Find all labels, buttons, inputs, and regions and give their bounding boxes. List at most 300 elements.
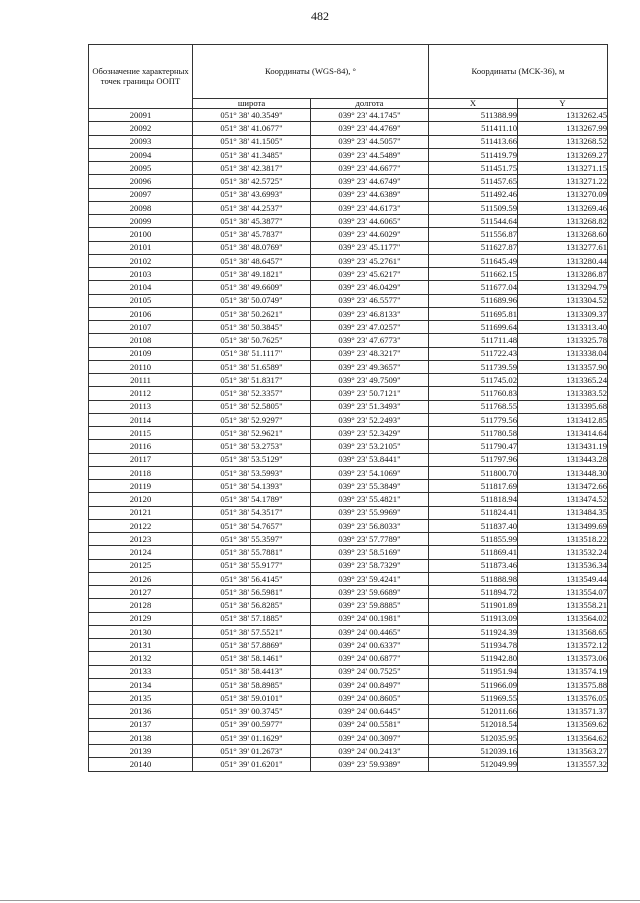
latitude-cell: 051° 38' 45.7837": [193, 228, 311, 241]
longitude-cell: 039° 23' 44.1745": [311, 109, 429, 122]
longitude-cell: 039° 24' 00.5581": [311, 718, 429, 731]
latitude-cell: 051° 38' 42.5725": [193, 175, 311, 188]
latitude-cell: 051° 39' 01.6201": [193, 758, 311, 771]
y-cell: 1313269.46: [518, 201, 608, 214]
longitude-cell: 039° 23' 52.3429": [311, 427, 429, 440]
y-cell: 1313280.44: [518, 254, 608, 267]
longitude-cell: 039° 23' 54.1069": [311, 466, 429, 479]
y-cell: 1313576.05: [518, 692, 608, 705]
longitude-cell: 039° 23' 47.6773": [311, 334, 429, 347]
point-id-cell: 20126: [89, 572, 193, 585]
table-row: [89, 559, 608, 572]
latitude-cell: 051° 38' 48.6457": [193, 254, 311, 267]
table-row: [89, 374, 608, 387]
latitude-cell: 051° 38' 52.5805": [193, 400, 311, 413]
latitude-cell: 051° 38' 52.9297": [193, 413, 311, 426]
table-row: [89, 466, 608, 479]
longitude-cell: 039° 23' 53.2105": [311, 440, 429, 453]
latitude-cell: 051° 38' 48.0769": [193, 241, 311, 254]
y-cell: 1313518.22: [518, 533, 608, 546]
point-id-cell: 20115: [89, 427, 193, 440]
x-cell: 511739.59: [429, 360, 518, 373]
x-cell: 511492.46: [429, 188, 518, 201]
x-cell: 511662.15: [429, 268, 518, 281]
table-row: [89, 612, 608, 625]
header-x: X: [429, 99, 518, 109]
point-id-cell: 20112: [89, 387, 193, 400]
table-row: [89, 321, 608, 334]
longitude-cell: 039° 23' 48.3217": [311, 347, 429, 360]
x-cell: 511413.66: [429, 135, 518, 148]
latitude-cell: 051° 38' 50.3845": [193, 321, 311, 334]
longitude-cell: 039° 23' 58.5169": [311, 546, 429, 559]
point-id-cell: 20137: [89, 718, 193, 731]
x-cell: 511760.83: [429, 387, 518, 400]
longitude-cell: 039° 23' 44.6029": [311, 228, 429, 241]
y-cell: 1313414.64: [518, 427, 608, 440]
longitude-cell: 039° 23' 44.6749": [311, 175, 429, 188]
point-id-cell: 20129: [89, 612, 193, 625]
table-row: [89, 745, 608, 758]
longitude-cell: 039° 23' 55.9969": [311, 506, 429, 519]
y-cell: 1313554.07: [518, 586, 608, 599]
y-cell: 1313294.79: [518, 281, 608, 294]
table-row: [89, 586, 608, 599]
header-latitude: широта: [193, 99, 311, 109]
x-cell: 511924.39: [429, 625, 518, 638]
x-cell: 511800.70: [429, 466, 518, 479]
x-cell: 511645.49: [429, 254, 518, 267]
point-id-cell: 20131: [89, 639, 193, 652]
longitude-cell: 039° 23' 46.5577": [311, 294, 429, 307]
point-id-cell: 20106: [89, 307, 193, 320]
table-row: [89, 241, 608, 254]
x-cell: 511969.55: [429, 692, 518, 705]
table-row: [89, 334, 608, 347]
point-id-cell: 20120: [89, 493, 193, 506]
longitude-cell: 039° 23' 44.6677": [311, 162, 429, 175]
point-id-cell: 20103: [89, 268, 193, 281]
longitude-cell: 039° 23' 44.6173": [311, 201, 429, 214]
point-id-cell: 20136: [89, 705, 193, 718]
header-wgs84: Координаты (WGS-84), °: [193, 45, 429, 99]
x-cell: 511818.94: [429, 493, 518, 506]
longitude-cell: 039° 23' 44.5057": [311, 135, 429, 148]
table-row: [89, 188, 608, 201]
table-row: [89, 533, 608, 546]
x-cell: 511711.48: [429, 334, 518, 347]
point-id-cell: 20104: [89, 281, 193, 294]
longitude-cell: 039° 23' 45.2761": [311, 254, 429, 267]
latitude-cell: 051° 38' 58.8985": [193, 678, 311, 691]
point-id-cell: 20102: [89, 254, 193, 267]
table-row: [89, 201, 608, 214]
longitude-cell: 039° 23' 56.8033": [311, 519, 429, 532]
point-id-cell: 20114: [89, 413, 193, 426]
y-cell: 1313271.15: [518, 162, 608, 175]
latitude-cell: 051° 38' 57.8869": [193, 639, 311, 652]
point-id-cell: 20139: [89, 745, 193, 758]
y-cell: 1313572.12: [518, 639, 608, 652]
x-cell: 512039.16: [429, 745, 518, 758]
longitude-cell: 039° 23' 57.7789": [311, 533, 429, 546]
latitude-cell: 051° 38' 45.3877": [193, 215, 311, 228]
latitude-cell: 051° 38' 54.3517": [193, 506, 311, 519]
y-cell: 1313325.78: [518, 334, 608, 347]
latitude-cell: 051° 38' 58.4413": [193, 665, 311, 678]
y-cell: 1313262.45: [518, 109, 608, 122]
x-cell: 511790.47: [429, 440, 518, 453]
point-id-cell: 20121: [89, 506, 193, 519]
longitude-cell: 039° 23' 49.3657": [311, 360, 429, 373]
table-row: [89, 268, 608, 281]
latitude-cell: 051° 38' 49.1821": [193, 268, 311, 281]
y-cell: 1313383.52: [518, 387, 608, 400]
x-cell: 511457.65: [429, 175, 518, 188]
latitude-cell: 051° 38' 55.3597": [193, 533, 311, 546]
point-id-cell: 20117: [89, 453, 193, 466]
y-cell: 1313365.24: [518, 374, 608, 387]
page-bottom-divider: [0, 900, 640, 901]
latitude-cell: 051° 38' 51.6589": [193, 360, 311, 373]
latitude-cell: 051° 38' 40.3549": [193, 109, 311, 122]
latitude-cell: 051° 38' 57.5521": [193, 625, 311, 638]
y-cell: 1313431.19: [518, 440, 608, 453]
table-row: [89, 572, 608, 585]
x-cell: 511627.87: [429, 241, 518, 254]
header-point-designation: Обозначение характерных точек границы ООПТ: [89, 45, 193, 109]
longitude-cell: 039° 23' 45.6217": [311, 268, 429, 281]
y-cell: 1313269.27: [518, 148, 608, 161]
latitude-cell: 051° 38' 59.0101": [193, 692, 311, 705]
latitude-cell: 051° 38' 50.2621": [193, 307, 311, 320]
longitude-cell: 039° 23' 44.6065": [311, 215, 429, 228]
y-cell: 1313448.30: [518, 466, 608, 479]
x-cell: 511966.09: [429, 678, 518, 691]
y-cell: 1313575.88: [518, 678, 608, 691]
y-cell: 1313412.85: [518, 413, 608, 426]
y-cell: 1313557.32: [518, 758, 608, 771]
y-cell: 1313277.61: [518, 241, 608, 254]
y-cell: 1313573.06: [518, 652, 608, 665]
point-id-cell: 20130: [89, 625, 193, 638]
point-id-cell: 20107: [89, 321, 193, 334]
page-number: 482: [311, 9, 329, 23]
x-cell: 511419.79: [429, 148, 518, 161]
x-cell: 511869.41: [429, 546, 518, 559]
x-cell: 511817.69: [429, 480, 518, 493]
table-row: [89, 387, 608, 400]
x-cell: 511451.75: [429, 162, 518, 175]
latitude-cell: 051° 38' 54.1393": [193, 480, 311, 493]
point-id-cell: 20101: [89, 241, 193, 254]
x-cell: 511837.40: [429, 519, 518, 532]
table-row: [89, 427, 608, 440]
x-cell: 511913.09: [429, 612, 518, 625]
y-cell: 1313484.35: [518, 506, 608, 519]
point-id-cell: 20099: [89, 215, 193, 228]
point-id-cell: 20097: [89, 188, 193, 201]
latitude-cell: 051° 38' 53.2753": [193, 440, 311, 453]
longitude-cell: 039° 23' 44.4769": [311, 122, 429, 135]
point-id-cell: 20092: [89, 122, 193, 135]
table-body: [89, 109, 608, 772]
y-cell: 1313571.37: [518, 705, 608, 718]
table-row: [89, 506, 608, 519]
point-id-cell: 20123: [89, 533, 193, 546]
table-row: [89, 175, 608, 188]
point-id-cell: 20133: [89, 665, 193, 678]
y-cell: 1313472.66: [518, 480, 608, 493]
y-cell: 1313286.87: [518, 268, 608, 281]
y-cell: 1313558.21: [518, 599, 608, 612]
x-cell: 511873.46: [429, 559, 518, 572]
y-cell: 1313313.40: [518, 321, 608, 334]
y-cell: 1313568.65: [518, 625, 608, 638]
longitude-cell: 039° 23' 59.9389": [311, 758, 429, 771]
longitude-cell: 039° 24' 00.6877": [311, 652, 429, 665]
table-row: [89, 307, 608, 320]
y-cell: 1313357.90: [518, 360, 608, 373]
longitude-cell: 039° 23' 58.7329": [311, 559, 429, 572]
point-id-cell: 20111: [89, 374, 193, 387]
latitude-cell: 051° 38' 55.9177": [193, 559, 311, 572]
y-cell: 1313268.82: [518, 215, 608, 228]
longitude-cell: 039° 23' 59.6689": [311, 586, 429, 599]
x-cell: 511689.96: [429, 294, 518, 307]
latitude-cell: 051° 38' 54.1789": [193, 493, 311, 506]
longitude-cell: 039° 24' 00.8497": [311, 678, 429, 691]
y-cell: 1313574.19: [518, 665, 608, 678]
table-row: [89, 400, 608, 413]
point-id-cell: 20091: [89, 109, 193, 122]
longitude-cell: 039° 23' 51.3493": [311, 400, 429, 413]
longitude-cell: 039° 23' 44.5489": [311, 148, 429, 161]
point-id-cell: 20110: [89, 360, 193, 373]
longitude-cell: 039° 23' 53.8441": [311, 453, 429, 466]
latitude-cell: 051° 38' 55.7881": [193, 546, 311, 559]
x-cell: 511722.43: [429, 347, 518, 360]
latitude-cell: 051° 38' 52.3357": [193, 387, 311, 400]
latitude-cell: 051° 38' 53.5993": [193, 466, 311, 479]
latitude-cell: 051° 38' 58.1461": [193, 652, 311, 665]
table-row: [89, 519, 608, 532]
point-id-cell: 20135: [89, 692, 193, 705]
table-row: [89, 135, 608, 148]
x-cell: 511677.04: [429, 281, 518, 294]
x-cell: 511768.55: [429, 400, 518, 413]
x-cell: 511509.59: [429, 201, 518, 214]
x-cell: 511901.89: [429, 599, 518, 612]
point-id-cell: 20105: [89, 294, 193, 307]
header-msk36: Координаты (МСК-36), м: [429, 45, 608, 99]
point-id-cell: 20138: [89, 731, 193, 744]
table-row: [89, 731, 608, 744]
latitude-cell: 051° 38' 41.3485": [193, 148, 311, 161]
table-row: [89, 652, 608, 665]
table-row: [89, 705, 608, 718]
point-id-cell: 20140: [89, 758, 193, 771]
y-cell: 1313564.62: [518, 731, 608, 744]
table-row: [89, 440, 608, 453]
y-cell: 1313563.27: [518, 745, 608, 758]
y-cell: 1313304.52: [518, 294, 608, 307]
point-id-cell: 20118: [89, 466, 193, 479]
latitude-cell: 051° 38' 41.0677": [193, 122, 311, 135]
table-row: [89, 599, 608, 612]
point-id-cell: 20124: [89, 546, 193, 559]
y-cell: 1313536.34: [518, 559, 608, 572]
longitude-cell: 039° 23' 55.3849": [311, 480, 429, 493]
table-row: [89, 758, 608, 771]
table-row: [89, 281, 608, 294]
latitude-cell: 051° 39' 00.5977": [193, 718, 311, 731]
point-id-cell: 20132: [89, 652, 193, 665]
x-cell: 511411.10: [429, 122, 518, 135]
point-id-cell: 20108: [89, 334, 193, 347]
table-row: [89, 678, 608, 691]
latitude-cell: 051° 38' 51.8317": [193, 374, 311, 387]
longitude-cell: 039° 24' 00.7525": [311, 665, 429, 678]
y-cell: 1313532.24: [518, 546, 608, 559]
longitude-cell: 039° 23' 52.2493": [311, 413, 429, 426]
longitude-cell: 039° 23' 49.7509": [311, 374, 429, 387]
table-row: [89, 228, 608, 241]
table-row: [89, 692, 608, 705]
table-row: [89, 453, 608, 466]
x-cell: 511780.58: [429, 427, 518, 440]
longitude-cell: 039° 24' 00.4465": [311, 625, 429, 638]
point-id-cell: 20094: [89, 148, 193, 161]
latitude-cell: 051° 38' 53.5129": [193, 453, 311, 466]
table-row: [89, 639, 608, 652]
point-id-cell: 20095: [89, 162, 193, 175]
table-row: [89, 254, 608, 267]
x-cell: 512049.99: [429, 758, 518, 771]
point-id-cell: 20134: [89, 678, 193, 691]
latitude-cell: 051° 38' 50.0749": [193, 294, 311, 307]
table-row: [89, 162, 608, 175]
x-cell: 511745.02: [429, 374, 518, 387]
point-id-cell: 20128: [89, 599, 193, 612]
longitude-cell: 039° 24' 00.1981": [311, 612, 429, 625]
x-cell: 511894.72: [429, 586, 518, 599]
longitude-cell: 039° 24' 00.6445": [311, 705, 429, 718]
latitude-cell: 051° 39' 01.1629": [193, 731, 311, 744]
x-cell: 512011.66: [429, 705, 518, 718]
table-row: [89, 625, 608, 638]
table-row: [89, 493, 608, 506]
table-row: [89, 480, 608, 493]
longitude-cell: 039° 23' 55.4821": [311, 493, 429, 506]
longitude-cell: 039° 24' 00.2413": [311, 745, 429, 758]
x-cell: 511934.78: [429, 639, 518, 652]
latitude-cell: 051° 38' 50.7625": [193, 334, 311, 347]
y-cell: 1313267.99: [518, 122, 608, 135]
point-id-cell: 20119: [89, 480, 193, 493]
latitude-cell: 051° 39' 00.3745": [193, 705, 311, 718]
latitude-cell: 051° 38' 41.1505": [193, 135, 311, 148]
table-row: [89, 148, 608, 161]
latitude-cell: 051° 38' 44.2537": [193, 201, 311, 214]
latitude-cell: 051° 38' 56.8285": [193, 599, 311, 612]
table-row: [89, 718, 608, 731]
x-cell: 511797.96: [429, 453, 518, 466]
latitude-cell: 051° 38' 54.7657": [193, 519, 311, 532]
x-cell: 512035.95: [429, 731, 518, 744]
x-cell: 511695.81: [429, 307, 518, 320]
x-cell: 511556.87: [429, 228, 518, 241]
table-row: [89, 413, 608, 426]
y-cell: 1313474.52: [518, 493, 608, 506]
table-row: [89, 546, 608, 559]
y-cell: 1313309.37: [518, 307, 608, 320]
table-row: [89, 665, 608, 678]
latitude-cell: 051° 39' 01.2673": [193, 745, 311, 758]
longitude-cell: 039° 23' 47.0257": [311, 321, 429, 334]
y-cell: 1313271.22: [518, 175, 608, 188]
table-row: [89, 109, 608, 122]
point-id-cell: 20122: [89, 519, 193, 532]
longitude-cell: 039° 23' 46.8133": [311, 307, 429, 320]
latitude-cell: 051° 38' 57.1885": [193, 612, 311, 625]
point-id-cell: 20125: [89, 559, 193, 572]
longitude-cell: 039° 23' 44.6389": [311, 188, 429, 201]
x-cell: 512018.54: [429, 718, 518, 731]
y-cell: 1313443.28: [518, 453, 608, 466]
longitude-cell: 039° 23' 45.1177": [311, 241, 429, 254]
y-cell: 1313270.09: [518, 188, 608, 201]
y-cell: 1313549.44: [518, 572, 608, 585]
table-row: [89, 122, 608, 135]
y-cell: 1313268.52: [518, 135, 608, 148]
point-id-cell: 20109: [89, 347, 193, 360]
header-longitude: долгота: [311, 99, 429, 109]
x-cell: 511388.99: [429, 109, 518, 122]
longitude-cell: 039° 24' 00.8605": [311, 692, 429, 705]
x-cell: 511888.98: [429, 572, 518, 585]
latitude-cell: 051° 38' 49.6609": [193, 281, 311, 294]
latitude-cell: 051° 38' 56.5981": [193, 586, 311, 599]
y-cell: 1313499.69: [518, 519, 608, 532]
latitude-cell: 051° 38' 51.1117": [193, 347, 311, 360]
table-row: [89, 215, 608, 228]
longitude-cell: 039° 24' 00.6337": [311, 639, 429, 652]
point-id-cell: 20093: [89, 135, 193, 148]
latitude-cell: 051° 38' 42.3817": [193, 162, 311, 175]
point-id-cell: 20113: [89, 400, 193, 413]
y-cell: 1313395.68: [518, 400, 608, 413]
longitude-cell: 039° 23' 59.4241": [311, 572, 429, 585]
x-cell: 511951.94: [429, 665, 518, 678]
y-cell: 1313564.02: [518, 612, 608, 625]
point-id-cell: 20096: [89, 175, 193, 188]
latitude-cell: 051° 38' 43.6993": [193, 188, 311, 201]
longitude-cell: 039° 23' 46.0429": [311, 281, 429, 294]
table-row: [89, 294, 608, 307]
table-row: [89, 360, 608, 373]
point-id-cell: 20100: [89, 228, 193, 241]
x-cell: 511855.99: [429, 533, 518, 546]
longitude-cell: 039° 23' 59.8885": [311, 599, 429, 612]
coordinates-table: [88, 44, 608, 772]
x-cell: 511779.56: [429, 413, 518, 426]
latitude-cell: 051° 38' 56.4145": [193, 572, 311, 585]
y-cell: 1313338.04: [518, 347, 608, 360]
point-id-cell: 20127: [89, 586, 193, 599]
x-cell: 511824.41: [429, 506, 518, 519]
table-row: [89, 347, 608, 360]
